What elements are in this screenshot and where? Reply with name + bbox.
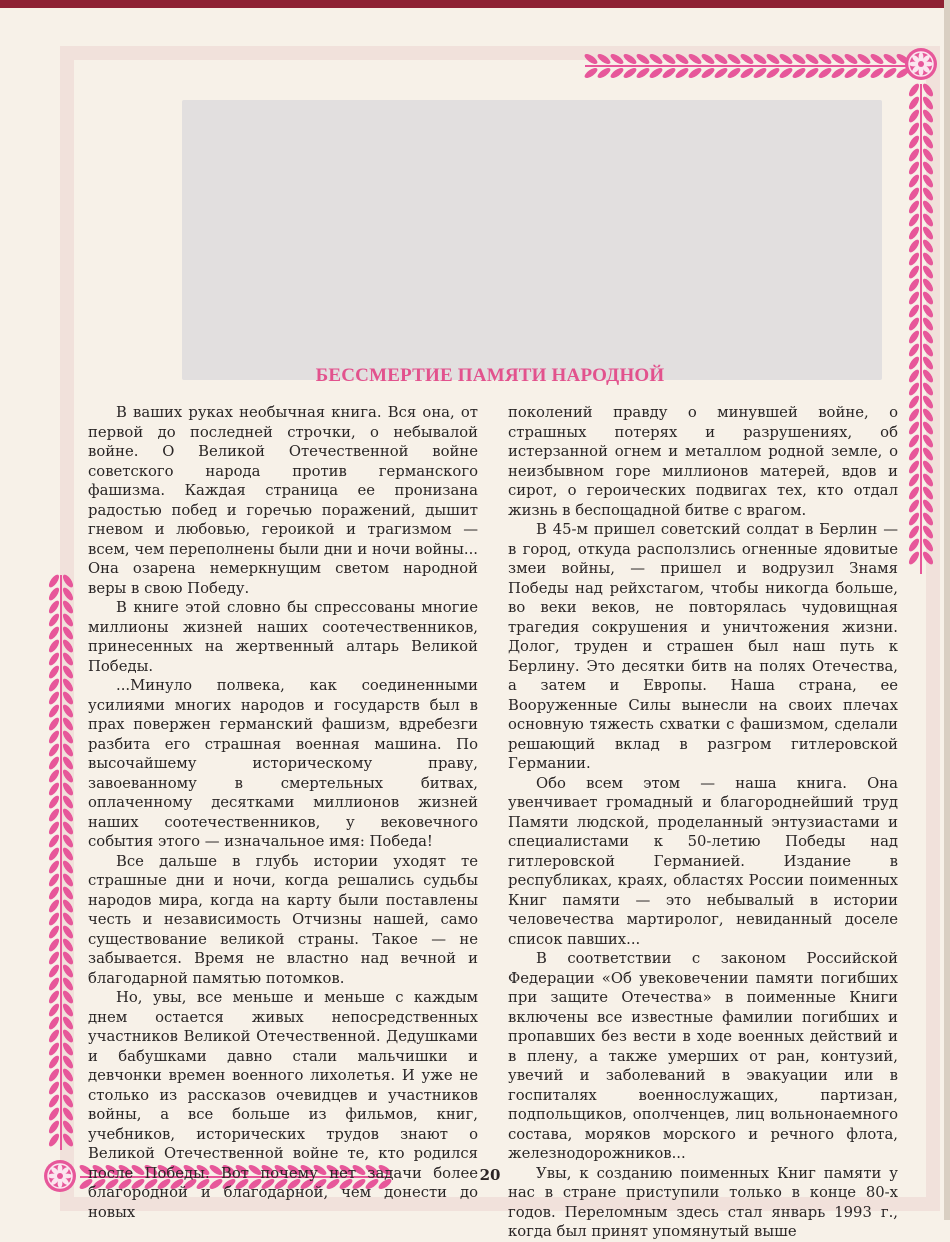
top-edge-strip [0,0,950,8]
page-number: 20 [479,1166,501,1184]
paragraph: Увы, к созданию поименных Книг памяти у нас в стране приступили только в конце 80-х годов. Переломным здесь стал январь 1993 г., когда был принят упомянутый выше [508,1164,898,1240]
laurel-border-right [904,84,938,574]
paragraph: В ваших руках необычная книга. Вся она, от первой до последней строчки, о небывалой войне. О Великой Отечественной войне советского народа против германского фашизма. Каждая страница ее пронизана радостью побед и горечью поражений, дышит гневом и любовью, героикой и трагизмом — всем, чем переполнены были дни и ночи войны... Она озарена немеркнущим светом народной веры в свою Победу. [88,404,478,597]
page-edge-shadow [944,0,950,1220]
text-column-right [508,403,898,1242]
text-column-left [88,403,478,1222]
paragraph: В книге этой словно бы спрессованы многие миллионы жизней наших соотечественников, принесенных на жертвенный алтарь Великой Победы. [88,599,478,675]
paragraph: В 45-м пришел советский солдат в Берлин — в город, откуда расползлись огненные ядовитые змеи войны, — пришел и водрузил Знамя Победы над рейхстагом, чтобы никогда больше, во веки веков, не повторялась чудовищная трагедия сокрушения и уничтожения жизни. Долог, труден и страшен был наш путь к Берлину. Это десятки битв на полях Отечества, а затем и Европы. Наша страна, ее Вооруженные Силы вынесли на своих плечах основную тяжесть схватки с фашизмом, сделали решающий вклад в разгром гитлеровской Германии. [508,521,898,772]
faded-photo-area [182,100,882,380]
paragraph: Но, увы, все меньше и меньше с каждым днем остается живых непосредственных участников Великой Отечественной. Дедушками и бабушками давно стали мальчишки и девчонки времен военного лихолетья. И уже не столько из рассказов очевидцев и участников войны, а все больше из фильмов, книг, учебников, исторических трудов знают о Великой Отечественной войне те, кто родился после Победы. Вот почему нет задачи более благородной и благодарной, чем донести до новых [88,989,478,1221]
paragraph: В соответствии с законом Российской Федерации «Об увековечении памяти погибших при защите Отечества» в поименные Книги включены все известные фамилии погибших и пропавших без вести в ходе военных действий и в плену, а также умерших от ран, контузий, увечий и заболеваний в эвакуации или в госпиталях военнослужащих, партизан, подпольщиков, ополченцев, лиц вольнонаемного состава, моряков морского и речного флота, железнодорожников... [508,950,898,1162]
laurel-border-left [44,575,78,1150]
paragraph: ...Минуло полвека, как соединенными усилиями многих народов и государств был в прах повержен германский фашизм, вдребезги разбита его страшная военная машина. По высочайшему историческому праву, завоеванному в смертельных битвах, оплаченному десятками миллионов жизней наших соотечественников, у вековечного события этого — изначальное имя: Победа! [88,677,478,850]
rosette-corner-bottom-left-icon [42,1158,78,1194]
paragraph-continued: поколений правду о минувшей войне, о страшных потерях и разрушениях, об истерзанной огнем и металлом родной земле, о неизбывном горе миллионов матерей, вдов и сирот, о героических подвигах тех, кто отдал жизнь в беспощадной битве с врагом. [508,404,898,519]
paragraph: Все дальше в глубь истории уходят те страшные дни и ночи, когда решались судьбы народов мира, когда на карту были поставлены честь и независимость Отчизны нашей, само существование великой страны. Такое — не забывается. Время не властно над вечной и благодарной памятью потомков. [88,852,478,987]
laurel-border-top [585,48,910,84]
article-title: БЕССМЕРТИЕ ПАМЯТИ НАРОДНОЙ [315,365,665,386]
paragraph: Обо всем этом — наша книга. Она увенчивает громадный и благороднейший труд Памяти людской, проделанный энтузиастами и специалистами к 50-летию Победы над гитлеровской Германией. Издание в республиках, краях, областях России поименных Книг памяти — это небывалый в истории человечества мартиролог, невиданный доселе список павших... [508,774,898,948]
rosette-corner-top-right-icon [903,46,939,82]
